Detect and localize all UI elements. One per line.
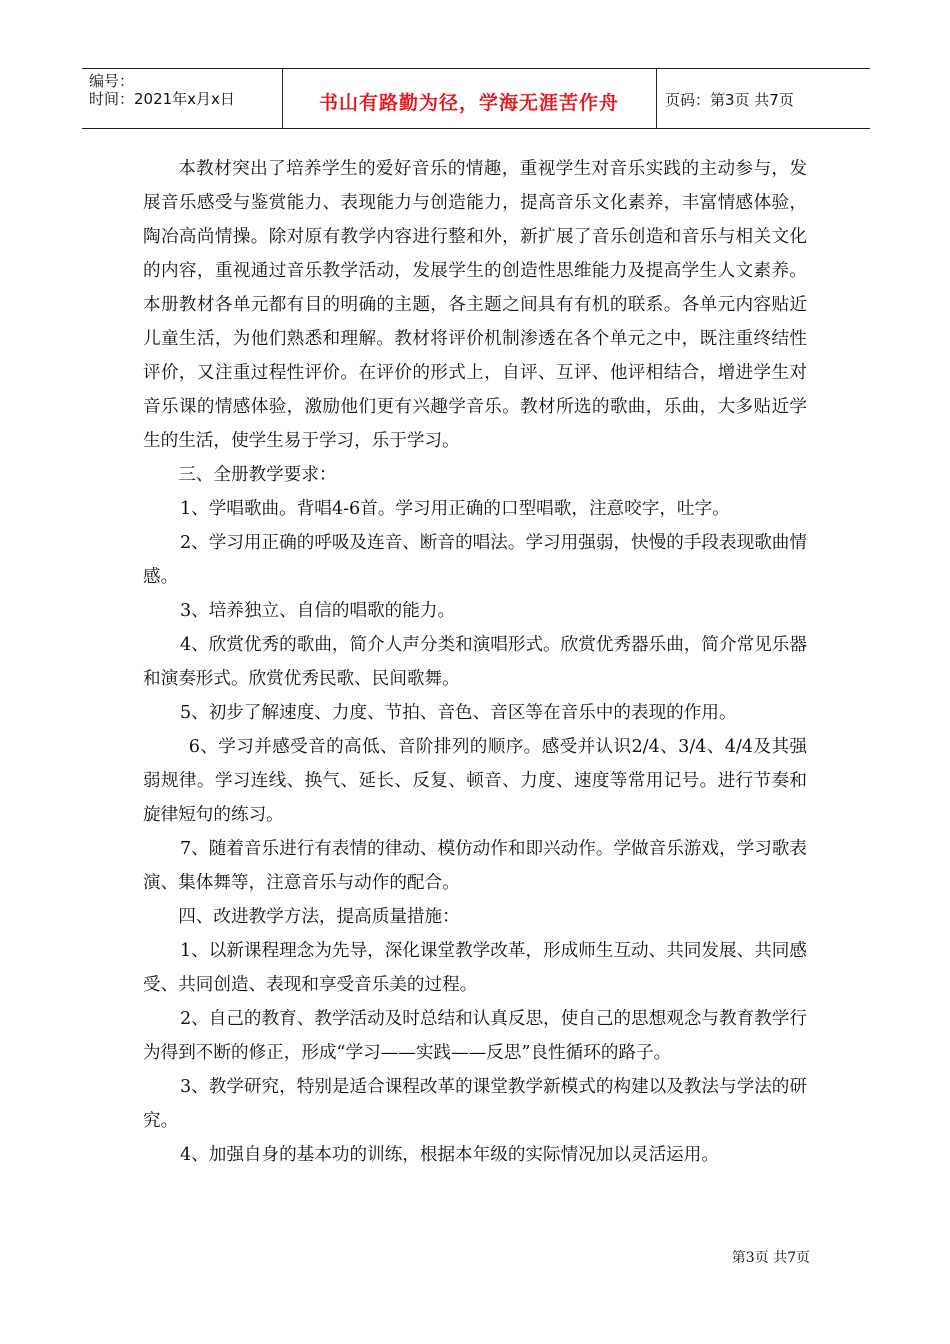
requirement-item-6: 6、学习并感受音的高低、音阶排列的顺序。感受并认识2/4、3/4、4/4及其强弱规律。学习连线、换气、延长、反复、顿音、力度、速度等常用记号。进行节奏和旋律短句的练习。 bbox=[143, 737, 807, 825]
paragraph-intro: 本教材突出了培养学生的爱好音乐的情趣，重视学生对音乐实践的主动参与，发展音乐感受与鉴赏能力、表现能力与创造能力，提高音乐文化素养，丰富情感体验，陶冶高尚情操。除对原有教学内容进行整和外，新扩展了音乐创造和音乐与相关文化的内容，重视通过音乐教学活动，发展学生的创造性思维能力及提高学生人文素养。本册教材各单元都有目的明确的主题，各主题之间具有有机的联系。各单元内容贴近儿童生活，为他们熟悉和理解。教材将评价机制渗透在各个单元之中，既注重终结性评价，又注重过程性评价。在评价的形式上，自评、互评、他评相结合，增进学生对音乐课的情感体验，激励他们更有兴趣学音乐。教材所选的歌曲，乐曲，大多贴近学生的生活，使学生易于学习，乐于学习。 bbox=[143, 159, 807, 451]
requirement-item-7: 7、随着音乐进行有表情的律动、模仿动作和即兴动作。学做音乐游戏，学习歌表演、集体舞等，注意音乐与动作的配合。 bbox=[143, 839, 807, 893]
method-item-1: 1、以新课程理念为先导，深化课堂教学改革，形成师生互动、共同发展、共同感受、共同创造、表现和享受音乐美的过程。 bbox=[143, 941, 807, 995]
section-heading-requirements: 三、全册教学要求： bbox=[178, 465, 337, 485]
header-page-code: 页码：第3页 共7页 bbox=[665, 91, 794, 109]
method-item-3: 3、教学研究，特别是适合课程改革的课堂教学新模式的构建以及教法与学法的研究。 bbox=[143, 1077, 807, 1131]
header-top-rule bbox=[82, 68, 870, 69]
requirement-item-2: 2、学习用正确的呼吸及连音、断音的唱法。学习用强弱，快慢的手段表现歌曲情感。 bbox=[143, 533, 807, 587]
header-motto: 书山有路勤为径，学海无涯苦作舟 bbox=[318, 92, 619, 114]
document-body bbox=[143, 152, 807, 1172]
header-bottom-rule bbox=[82, 128, 870, 129]
requirement-item-5: 5、初步了解速度、力度、节拍、音色、音区等在音乐中的表现的作用。 bbox=[179, 703, 737, 723]
serial-number-label: 编号： bbox=[89, 72, 135, 90]
requirement-item-1: 1、学唱歌曲。背唱4-6首。学习用正确的口型唱歌，注意咬字，吐字。 bbox=[179, 499, 730, 519]
section-heading-methods: 四、改进教学方法，提高质量措施： bbox=[178, 907, 460, 927]
header-divider-right bbox=[656, 68, 657, 128]
date-label: 时间：2021年x月x日 bbox=[89, 90, 235, 108]
method-item-4: 4、加强自身的基本功的训练，根据本年级的实际情况加以灵活运用。 bbox=[179, 1145, 719, 1165]
requirement-item-3: 3、培养独立、自信的唱歌的能力。 bbox=[179, 601, 456, 621]
requirement-item-4: 4、欣赏优秀的歌曲，简介人声分类和演唱形式。欣赏优秀器乐曲，简介常见乐器和演奏形式。欣赏优秀民歌、民间歌舞。 bbox=[143, 635, 807, 689]
page-footer-number: 第3页 共7页 bbox=[731, 1250, 810, 1266]
method-item-2: 2、自己的教育、教学活动及时总结和认真反思，使自己的思想观念与教育教学行为得到不断的修正，形成“学习——实践——反思”良性循环的路子。 bbox=[143, 1009, 807, 1063]
